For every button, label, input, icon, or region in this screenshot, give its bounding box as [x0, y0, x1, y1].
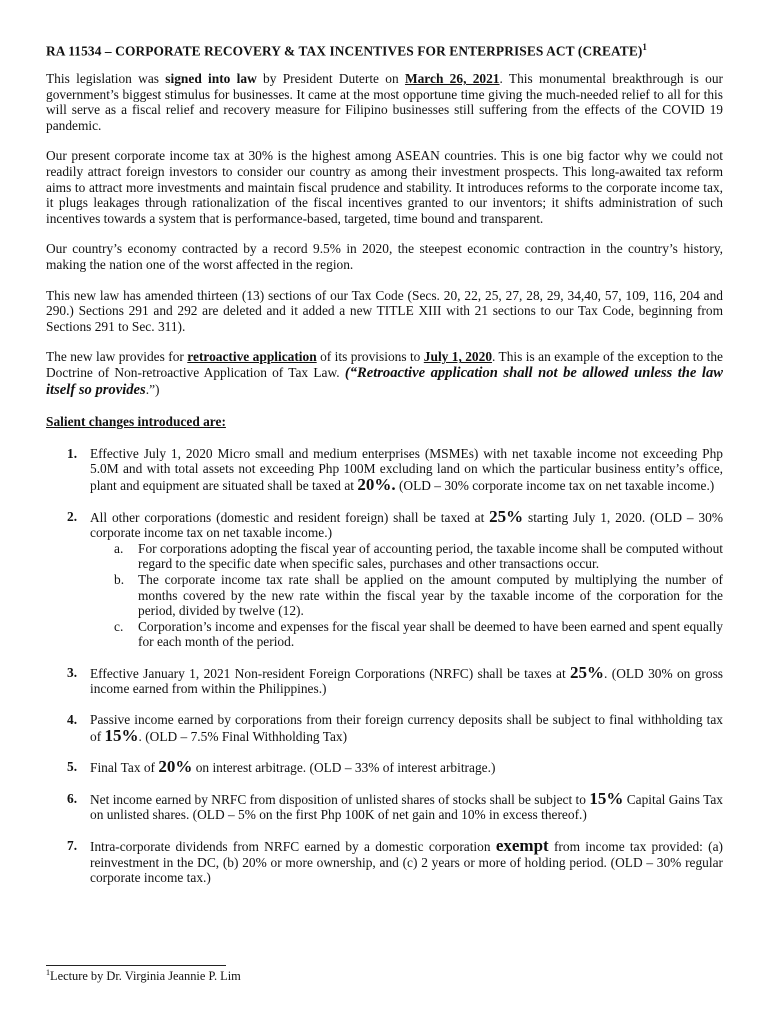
sub-item-text: Corporation’s income and expenses for the fiscal year shall be deemed to have been earned and spent equally for each month of the period.	[138, 618, 723, 650]
p5-text-a: The new law provides for	[46, 349, 188, 365]
item-number: 1.	[67, 445, 78, 461]
item-rate: 15%	[589, 788, 624, 808]
title-footnote-mark: 1	[642, 42, 648, 52]
salient-changes-list	[46, 446, 723, 886]
item-rate: 20%	[158, 757, 193, 777]
asean-paragraph: Our present corporate income tax at 30% is the highest among ASEAN countries. This is one big factor why we could not readily attract foreign investors to consider our country as among their investment prospects. This long-awaited tax reform aims to attract more investments and maintain fiscal prudence and stability. It introduces reforms to the corporate income tax, it plugs leakages through rationalization of the fiscal incentives granted to our inventors; it shifts administration of such incentives towards a system that is performance-based, targeted, time bound and transparent.	[46, 148, 723, 226]
sub-item-letter: b.	[114, 571, 125, 587]
sub-item-letter: a.	[114, 540, 124, 556]
p5-date: July 1, 2020	[423, 349, 493, 365]
sub-list-item	[90, 619, 723, 650]
item-text: Net income earned by NRFC from disposition of unlisted shares of stocks shall be subject to	[90, 791, 590, 807]
salient-changes-heading: Salient changes introduced are:	[46, 414, 226, 430]
document-page	[46, 40, 723, 901]
title-text: RA 11534 – CORPORATE RECOVERY & TAX INCENTIVES FOR ENTERPRISES ACT (CREATE)	[46, 43, 643, 59]
sub-item-text: For corporations adopting the fiscal year of accounting period, the taxable income shall be computed without regard to the specific date when specific sales, purchases and other transactions occur.	[138, 540, 723, 572]
item-text-old: Capital Gains Tax on unlisted shares. (OLD – 5% on the first Php 100K of net gain and 10% in excess thereof.)	[90, 791, 723, 823]
p5-text-c: of its provisions to	[316, 349, 424, 365]
list-item	[46, 759, 723, 776]
sub-item-letter: c.	[114, 618, 124, 634]
p5-quote: (“Retroactive application shall not be allowed unless the law itself so provides	[46, 364, 724, 398]
item-text: Passive income earned by corporations from their foreign currency deposits shall be subject to final withholding tax of	[90, 712, 723, 744]
item-text-old: . (OLD 30% on gross income earned from within the Philippines.)	[90, 665, 723, 697]
item-text-old: on interest arbitrage. (OLD – 33% of interest arbitrage.)	[192, 760, 496, 776]
p5-text-g: .”)	[145, 381, 160, 397]
item-text-old: from income tax provided: (a) reinvestment in the DC, (b) 20% or more ownership, and (c) 2 years or more of holding period. (OLD – 30% regular corporate income tax.)	[90, 839, 723, 886]
item-exempt: exempt	[495, 836, 549, 856]
intro-paragraph	[46, 71, 723, 133]
item-text-old: . (OLD – 7.5% Final Withholding Tax)	[138, 728, 348, 744]
p5-retroactive-application: retroactive application	[187, 349, 317, 365]
list-item	[46, 662, 723, 697]
p1-text-a: This legislation was	[46, 71, 166, 87]
item-rate: 20%.	[357, 474, 396, 494]
item-text: Effective July 1, 2020 Micro small and medium enterprises (MSMEs) with net taxable income not exceeding Php 5.0M and with total assets not exceeding Php 100M excluding land on which the particular business entity’s office, plant and equipment are situated shall be taxed at	[90, 445, 723, 493]
p1-signed-into-law: signed into law	[165, 71, 257, 87]
item-rate: 25%	[489, 506, 524, 526]
item-text: All other corporations (domestic and resident foreign) shall be taxed at	[90, 509, 490, 525]
list-item	[46, 788, 723, 823]
sub-list-item	[90, 572, 723, 619]
retroactive-paragraph	[46, 349, 723, 398]
item-number: 4.	[67, 712, 78, 728]
item-text-old: starting July 1, 2020. (OLD – 30% corporate income tax on net taxable income.)	[90, 509, 723, 541]
economy-paragraph: Our country’s economy contracted by a record 9.5% in 2020, the steepest economic contraction in the country’s history, making the nation one of the worst affected in the region.	[46, 241, 723, 272]
item-text: Final Tax of	[90, 760, 159, 776]
amendments-paragraph: This new law has amended thirteen (13) sections of our Tax Code (Secs. 20, 22, 25, 27, 28, 29, 34,40, 57, 109, 116, 204 and 290.) Sections 291 and 292 are deleted and it added a new TITLE XIII with 21 sections to our Tax Code, beginning from Sections 291 to Sec. 311).	[46, 287, 723, 334]
list-item	[46, 712, 723, 744]
item-number: 7.	[67, 838, 78, 854]
document-title	[46, 40, 723, 59]
footnote	[46, 968, 241, 984]
footnote-divider	[46, 965, 226, 966]
sub-list	[90, 541, 723, 650]
item-text-old: (OLD – 30% corporate income tax on net taxable income.)	[395, 477, 715, 493]
p1-date: March 26, 2021	[404, 71, 500, 87]
list-item	[46, 446, 723, 494]
sub-item-text: The corporate income tax rate shall be applied on the amount computed by multiplying the number of months covered by the new rate within the fiscal year by the taxable income of the corporation for the period, divided by twelve (12).	[138, 571, 723, 619]
item-number: 3.	[67, 664, 78, 680]
item-rate: 25%	[570, 662, 605, 682]
p1-text-c: by President Duterte on	[256, 71, 405, 87]
p1-text-e: . This monumental breakthrough is our government’s biggest stimulus for businesses. It came at the most opportune time giving the much-needed relief to all for this will serve as a fiscal relief and recovery measure for Filipino businesses still suffering from the effects of the COVID 19 pandemic.	[46, 71, 723, 133]
item-text: Intra-corporate dividends from NRFC earned by a domestic corporation	[90, 839, 496, 855]
footnote-text: Lecture by Dr. Virginia Jeannie P. Lim	[50, 969, 241, 984]
list-item	[46, 506, 723, 650]
item-number: 6.	[67, 790, 78, 806]
sub-list-item	[90, 541, 723, 572]
footnote-mark: 1	[46, 968, 50, 977]
p5-text-e: . This is an example of the exception to the Doctrine of Non-retroactive Application of Tax Law.	[46, 349, 723, 380]
item-number: 5.	[67, 759, 78, 775]
item-number: 2.	[67, 508, 78, 524]
list-item	[46, 838, 723, 886]
item-text: Effective January 1, 2021 Non-resident Foreign Corporations (NRFC) shall be taxes at	[90, 665, 571, 681]
item-rate: 15%	[104, 725, 139, 745]
